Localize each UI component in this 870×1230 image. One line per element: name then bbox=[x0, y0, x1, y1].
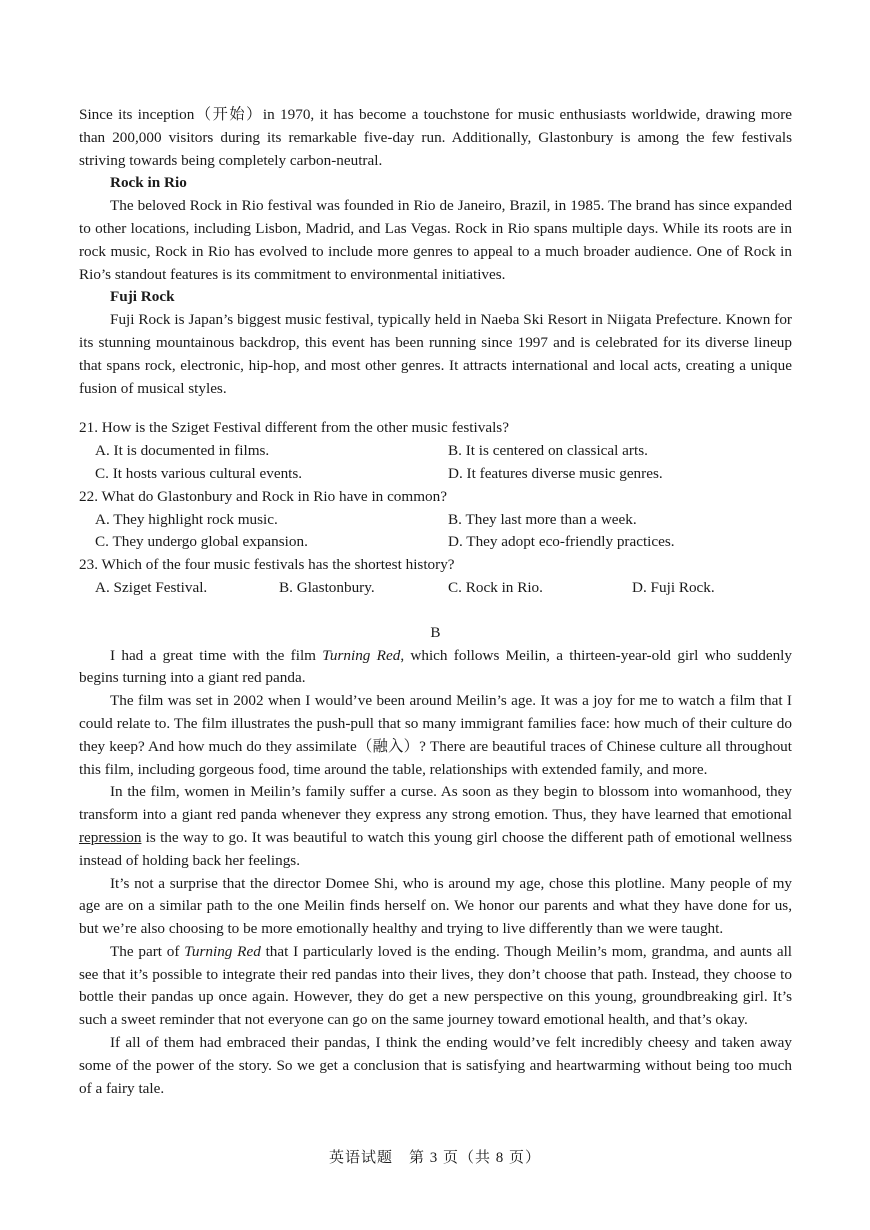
option-b: B. It is centered on classical arts. bbox=[448, 442, 648, 460]
passage-paragraph-2: The film was set in 2002 when I would’ve been around Meilin’s age. It was a joy for me to watch a film that I could relate to. The film illustrates the push-pull that so many immigrant families face: how much of their culture do they keep? And how much do they assimilate（融入）? There are beautiful traces of Chinese culture all throughout this film, including gorgeous food, time around the table, relationships with extended family, and more. bbox=[79, 692, 792, 778]
passage-paragraph-1: I had a great time with the film Turning Red, which follows Meilin, a thirteen-year-old girl who suddenly begins turning into a giant red panda. bbox=[79, 646, 792, 687]
section-title: B bbox=[430, 623, 441, 641]
festival-paragraph-rock-in-rio: The beloved Rock in Rio festival was founded in Rio de Janeiro, Brazil, in 1985. The brand has since expanded to other locations, including Lisbon, Madrid, and Las Vegas. Rock in Rio spans multiple days. While its roots are in rock music, Rock in Rio has evolved to include more genres to appeal to a much broader audience. One of Rock in Rio’s standout features is its commitment to environmental initiatives. bbox=[79, 197, 792, 283]
option-a: A. They highlight rock music. bbox=[95, 510, 278, 528]
option-b: B. They last more than a week. bbox=[448, 510, 637, 528]
option-a: A. It is documented in films. bbox=[95, 442, 270, 460]
page-footer: 英语试题 第 3 页（共 8 页） bbox=[328, 1150, 541, 1166]
film-title: Turning Red bbox=[184, 942, 261, 960]
option-c: C. Rock in Rio. bbox=[448, 578, 543, 596]
question-stem: 22. What do Glastonbury and Rock in Rio have in common? bbox=[79, 487, 447, 505]
question-stem: 23. Which of the four music festivals has the shortest history? bbox=[79, 556, 455, 574]
festival-heading-rock-in-rio: Rock in Rio bbox=[110, 174, 187, 192]
option-a: A. Sziget Festival. bbox=[95, 578, 208, 596]
glastonbury-paragraph: Since its inception（开始）in 1970, it has become a touchstone for music enthusiasts worldwide, drawing more than 200,000 visitors during its remarkable five-day run. Additionally, Glastonbury is among the few festivals striving towards being completely carbon-neutral. bbox=[79, 106, 792, 169]
option-c: C. It hosts various cultural events. bbox=[95, 464, 303, 482]
passage-paragraph-3: In the film, women in Meilin’s family suffer a curse. As soon as they begin to blossom into womanhood, they transform into a giant red panda whenever they express any strong emotion. Thus, they have learned that emotional repression is the way to go. It was beautiful to watch this young girl choose the different path of emotional wellness instead of holding back her feelings. bbox=[79, 783, 792, 869]
film-title: Turning Red bbox=[322, 646, 401, 664]
question-22 bbox=[79, 486, 792, 554]
passage-paragraph-5: The part of Turning Red that I particularly loved is the ending. Though Meilin’s mom, grandma, and aunts all see that it’s possible to integrate their red pandas into their lives, they don’t choose that path. Instead, they choose to bottle their pandas up once again. However, they do get a new perspective on this young, groundbreaking girl. It’s such a sweet reminder that not everyone can go on the same journey toward emotional health, and that’s okay. bbox=[79, 942, 793, 1029]
option-c: C. They undergo global expansion. bbox=[95, 533, 308, 551]
underlined-word: repression bbox=[79, 828, 142, 846]
question-21 bbox=[79, 417, 792, 485]
option-d: D. They adopt eco-friendly practices. bbox=[448, 533, 675, 551]
option-b: B. Glastonbury. bbox=[279, 578, 375, 596]
festival-heading-fuji-rock: Fuji Rock bbox=[110, 288, 175, 306]
option-d: D. It features diverse music genres. bbox=[448, 464, 663, 482]
question-stem: 21. How is the Sziget Festival different from the other music festivals? bbox=[79, 419, 509, 437]
question-23 bbox=[79, 554, 792, 600]
option-d: D. Fuji Rock. bbox=[632, 578, 715, 596]
passage-paragraph-4: It’s not a surprise that the director Domee Shi, who is around my age, chose this plotline. Many people of my age are on a similar path to the one Meilin finds herself on. We honor our parents and what they have done for us, but we’re also choosing to be more emotionally healthy and trying to live differently than we were taught. bbox=[79, 874, 792, 938]
page-content bbox=[79, 104, 792, 1100]
festival-paragraph-fuji-rock: Fuji Rock is Japan’s biggest music festival, typically held in Naeba Ski Resort in Niigata Prefecture. Known for its stunning mountainous backdrop, this event has been running since 1997 and is celebrated for its diverse lineup that spans rock, electronic, hip-hop, and most other genres. It attracts international and local acts, creating a unique fusion of musical styles. bbox=[79, 311, 792, 397]
passage-paragraph-6: If all of them had embraced their pandas, I think the ending would’ve felt incredibly cheesy and taken away some of the power of the story. So we get a conclusion that is satisfying and heartwarming without being too much of a fairy tale. bbox=[79, 1034, 792, 1097]
